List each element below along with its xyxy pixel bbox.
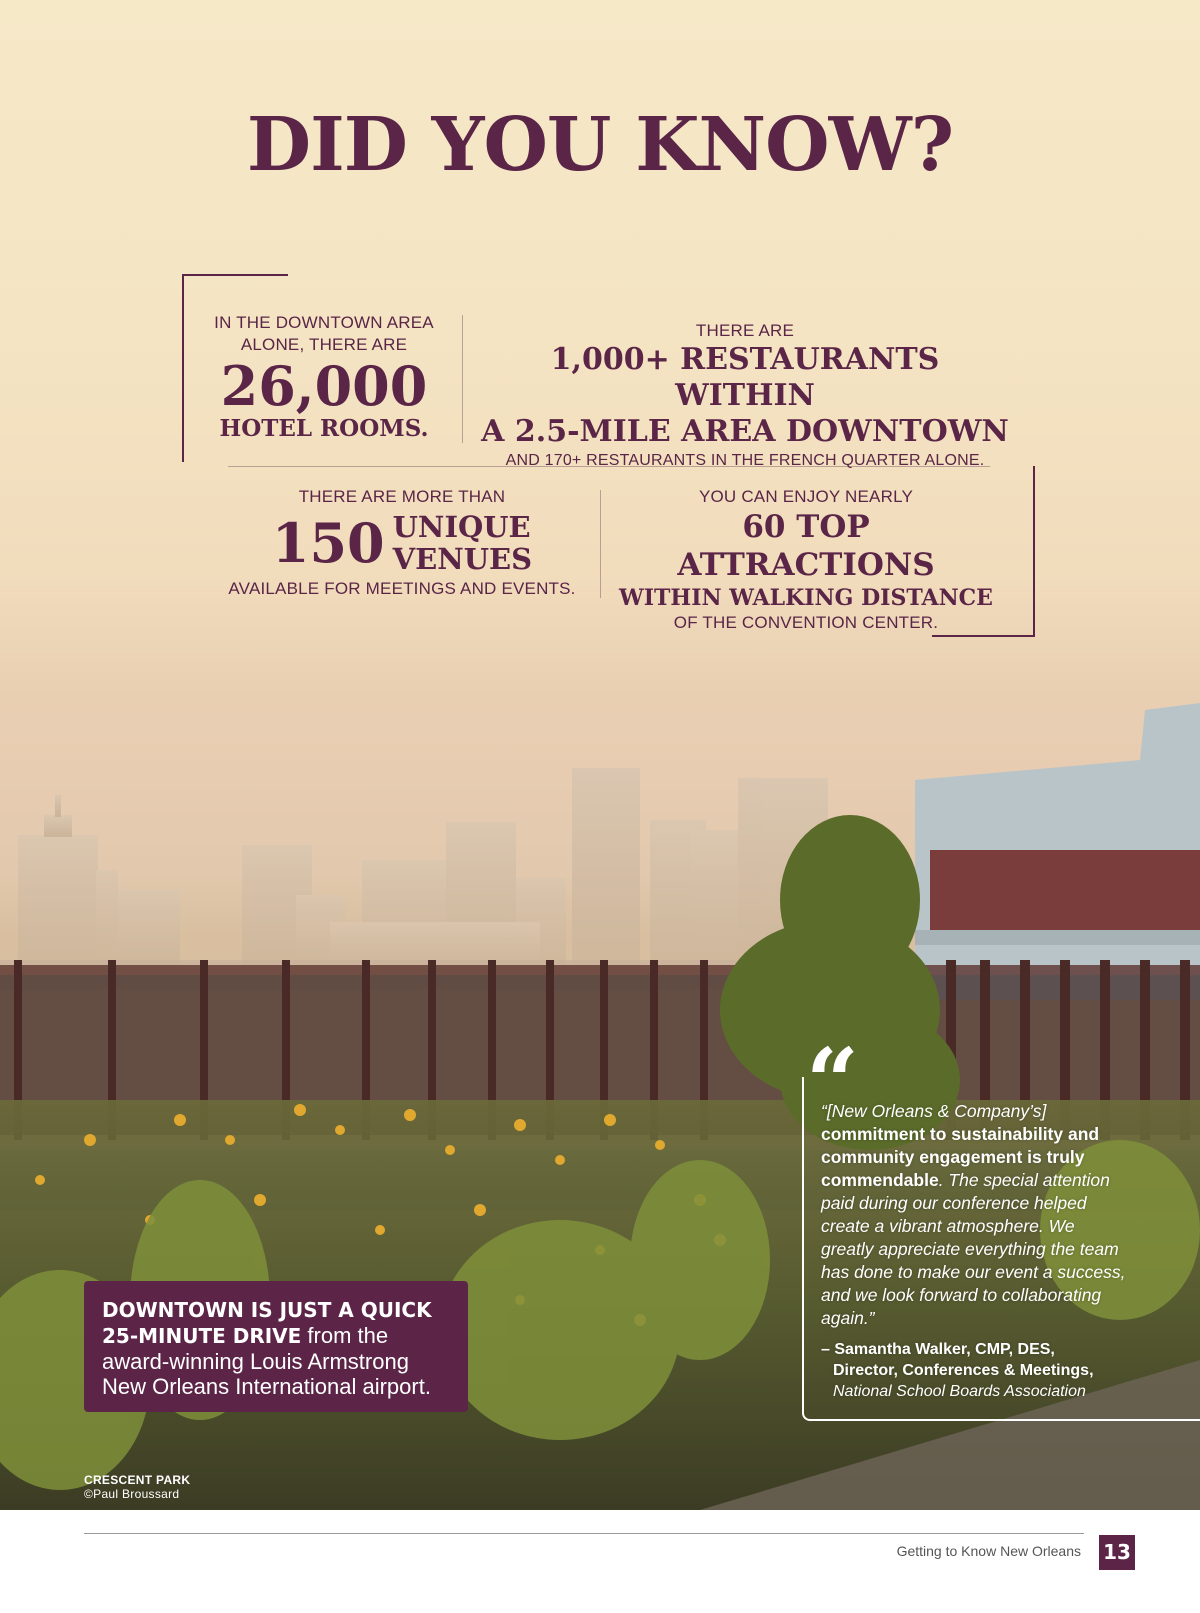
frame-top-left-vertical	[182, 274, 184, 462]
stat-attractions-line2: WITHIN WALKING DISTANCE	[619, 585, 993, 611]
quote-mark-icon: “	[806, 1028, 859, 1136]
promo-bold-text: DOWNTOWN IS JUST A QUICK 25-MINUTE DRIVE	[102, 1298, 432, 1348]
stat-restaurants-line2: A 2.5-MILE AREA DOWNTOWN	[481, 414, 1009, 449]
testimonial-attribution	[821, 1339, 1121, 1402]
stat-hotel-label: HOTEL ROOMS.	[219, 415, 429, 442]
stat-venues-word2: VENUES	[392, 542, 533, 576]
airport-promo-box	[84, 1281, 468, 1412]
stat-unique-venues	[222, 486, 582, 600]
page-number: 13	[1099, 1535, 1135, 1570]
photo-credit	[84, 1473, 190, 1501]
stat-hotel-intro-1: IN THE DOWNTOWN AREA	[214, 313, 434, 332]
stat-hotel-number: 26,000	[220, 354, 428, 418]
stat-venues-note: AVAILABLE FOR MEETINGS AND EVENTS.	[228, 579, 576, 598]
page-headline: DID YOU KNOW?	[246, 102, 954, 188]
stat-venues-intro: THERE ARE MORE THAN	[298, 487, 506, 506]
testimonial-quote	[821, 1100, 1131, 1330]
attrib-name: – Samantha Walker, CMP, DES,	[821, 1341, 1055, 1358]
stats-vertical-divider-top	[462, 315, 463, 443]
stat-restaurants-line1: 1,000+ RESTAURANTS WITHIN	[550, 342, 940, 413]
photo-credit-author: ©Paul Broussard	[84, 1487, 180, 1501]
stat-venues-number: 150	[271, 511, 385, 575]
footer-section-title: Getting to Know New Orleans	[896, 1543, 1081, 1559]
frame-top-left-horizontal	[182, 274, 288, 276]
quote-bold-part: commitment to sustainability and community engagement is truly commendable	[821, 1124, 1100, 1190]
quote-italic-close: . The special attention paid during our conference helped create a vibrant atmosphere. We greatly appreciate everything the team has done to make our event a success, and we look forward to collaborating again.”	[821, 1170, 1126, 1328]
stat-hotel-intro-2: ALONE, THERE ARE	[240, 335, 408, 354]
stat-restaurants-intro: THERE ARE	[695, 321, 795, 340]
stat-hotel-rooms	[208, 312, 440, 442]
stats-vertical-divider-bottom	[600, 490, 601, 598]
stat-restaurants-note: AND 170+ RESTAURANTS IN THE FRENCH QUARTER ALONE.	[505, 452, 985, 469]
promo-body-text: from the award-winning Louis Armstrong New Orleans International airport.	[102, 1323, 431, 1399]
stat-restaurants	[480, 320, 1010, 472]
quote-italic-open: “[New Orleans & Company’s]	[821, 1101, 1047, 1121]
stat-attractions-intro: YOU CAN ENJOY NEARLY	[698, 487, 914, 506]
stat-venues-word1: UNIQUE	[392, 510, 531, 544]
attrib-organization: National School Boards Association	[833, 1383, 1086, 1400]
attrib-title: Director, Conferences & Meetings,	[833, 1362, 1094, 1379]
stat-attractions-note: OF THE CONVENTION CENTER.	[673, 613, 939, 632]
stat-attractions	[612, 486, 1000, 634]
photo-credit-place: CRESCENT PARK	[84, 1473, 191, 1487]
stat-venues-words	[393, 511, 532, 575]
footer-rule	[84, 1533, 1084, 1534]
stat-attractions-line1: 60 TOP ATTRACTIONS	[677, 509, 935, 583]
frame-bottom-right-vertical	[1033, 466, 1035, 637]
frame-bottom-right-horizontal	[932, 635, 1035, 637]
stat-venues-figure	[222, 508, 582, 578]
